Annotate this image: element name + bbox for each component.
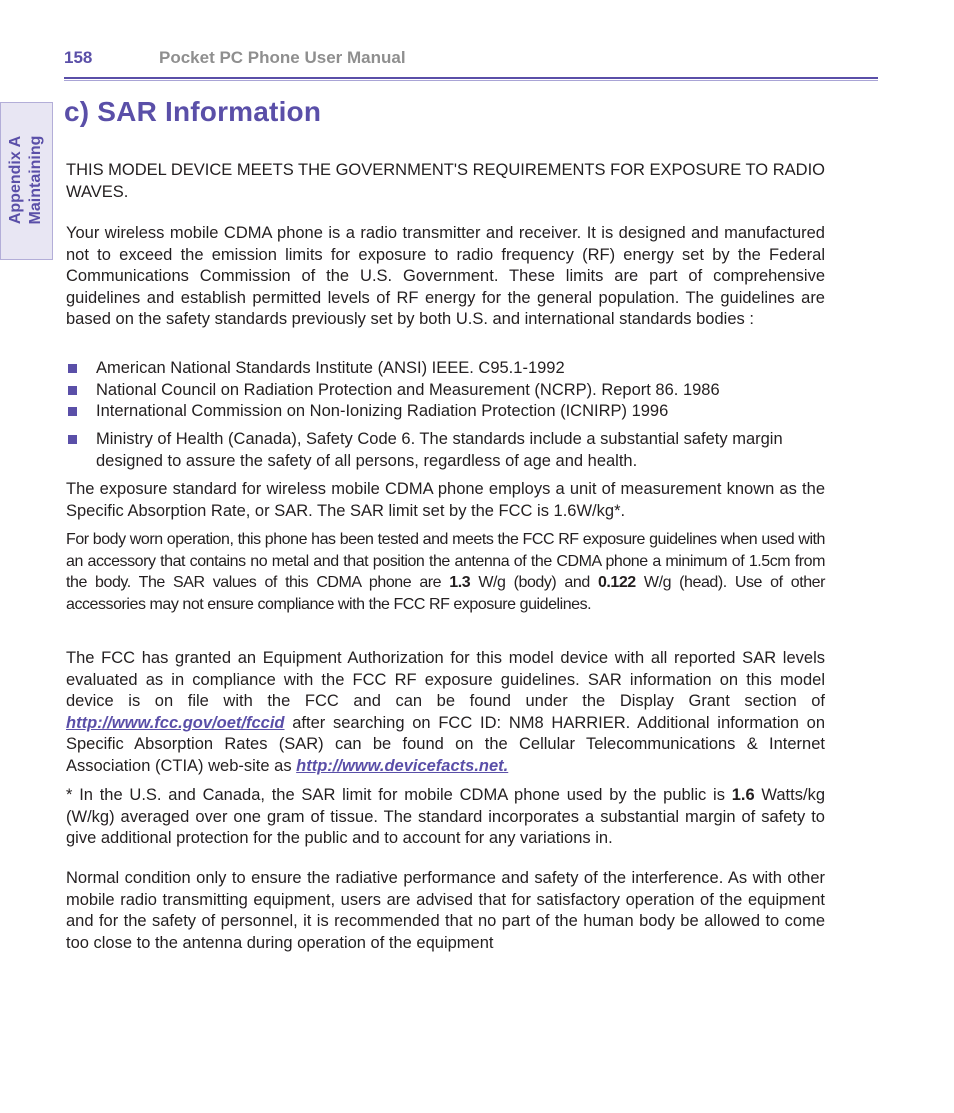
paragraph-requirements xyxy=(66,160,825,203)
paragraph-body-worn xyxy=(66,529,825,615)
text-run: W/g (body) and xyxy=(470,574,598,591)
standards-list-continued xyxy=(66,429,826,472)
list-item xyxy=(66,358,826,380)
bullet-square-icon xyxy=(68,386,77,395)
paragraph-text xyxy=(66,529,825,615)
paragraph-fcc-authorization xyxy=(66,648,825,777)
text-run: after searching on FCC ID: NM8 HARRIER. Additional information on Specific Absorption Rates (SAR) can be found on the Cellular Telecommunications & Internet Association (CTIA) web-site as xyxy=(66,713,825,775)
standards-list xyxy=(66,358,826,423)
bullet-square-icon xyxy=(68,435,77,444)
paragraph-text: Your wireless mobile CDMA phone is a radio transmitter and receiver. It is designed and manufactured not to exceed the emission limits for exposure to radio frequency (RF) energy set by the Federal Communications Commission of the U.S. Government. These limits are part of comprehensive guidelines and establish permitted levels of RF energy for the general population. The guidelines are based on the safety standards previously set by both U.S. and international standards bodies : xyxy=(66,224,825,328)
text-run: W/g (head). Use of other accessories may not ensure compliance with the FCC RF exposure guidelines. xyxy=(66,574,825,613)
list-item-text: Ministry of Health (Canada), Safety Code 6. The standards include a substantial safety margin designed to assure the safety of all persons, regardless of age and health. xyxy=(96,430,783,470)
sar-limit-value: 1.6 xyxy=(731,786,755,804)
text-run: * In the U.S. and Canada, the SAR limit for mobile CDMA phone used by the public is xyxy=(66,786,732,804)
paragraph-text xyxy=(66,648,825,777)
bullet-square-icon xyxy=(68,364,77,373)
devicefacts-link[interactable]: http://www.devicefacts.net. xyxy=(296,756,509,775)
paragraph-exposure-standard xyxy=(66,479,825,522)
list-item-text: American National Standards Institute (ANSI) IEEE. C95.1-1992 xyxy=(96,359,565,377)
text-run: For body worn operation, this phone has been tested and meets the FCC RF exposure guidelines when used with an accessory that contains no metal and that position the antenna of the CDMA phone a minimum of 1.5cm from the body. The SAR values of this CDMA phone are xyxy=(66,531,825,591)
paragraph-text xyxy=(66,785,825,850)
header-rule-thin xyxy=(64,80,878,81)
list-item xyxy=(66,429,826,472)
paragraph-text: Normal condition only to ensure the radiative performance and safety of the interference. As with other mobile radio transmitting equipment, users are advised that for satisfactory operation of the equipment and for the safety of personnel, it is recommended that no part of the human body be allowed to come too close to the antenna during operation of the equipment xyxy=(66,869,825,952)
side-tab-label xyxy=(6,100,46,260)
list-item-text: National Council on Radiation Protection and Measurement (NCRP). Report 86. 1986 xyxy=(96,380,720,399)
paragraph-text: THIS MODEL DEVICE MEETS THE GOVERNMENT'S REQUIREMENTS FOR EXPOSURE TO RADIO WAVES. xyxy=(66,161,825,201)
manual-title: Pocket PC Phone User Manual xyxy=(159,48,406,67)
list-item xyxy=(66,380,826,402)
section-title: c) SAR Information xyxy=(64,96,322,127)
fcc-link[interactable]: http://www.fcc.gov/oet/fccid xyxy=(66,713,285,732)
paragraph-sar-limit-note xyxy=(66,785,825,850)
text-run: The FCC has granted an Equipment Authorization for this model device with all reported SAR levels evaluated as in compliance with the FCC RF exposure guidelines. SAR information on this model device is on file with the FCC and can be found under the Display Grant section of xyxy=(66,649,825,710)
list-item xyxy=(66,401,826,423)
bullet-square-icon xyxy=(68,407,77,416)
sar-body-value: 1.3 xyxy=(449,574,471,591)
page-number: 158 xyxy=(64,48,93,67)
sar-head-value: 0.122 xyxy=(597,574,636,591)
list-item-text: International Commission on Non-Ionizing Radiation Protection (ICNIRP) 1996 xyxy=(96,402,669,420)
side-tab-line-2: Maintaining xyxy=(27,135,44,225)
paragraph-text: The exposure standard for wireless mobile CDMA phone employs a unit of measurement known as the Specific Absorption Rate, or SAR. The SAR limit set by the FCC is 1.6W/kg*. xyxy=(66,480,825,520)
side-tab-line-1: Appendix A xyxy=(7,135,24,225)
paragraph-intro xyxy=(66,223,825,331)
paragraph-normal-condition xyxy=(66,868,825,954)
header-rule xyxy=(64,77,878,79)
text-run: Watts/kg (W/kg) averaged over one gram of tissue. The standard incorporates a substantial margin of safety to give additional protection for the public and to account for any variations in. xyxy=(66,786,825,847)
